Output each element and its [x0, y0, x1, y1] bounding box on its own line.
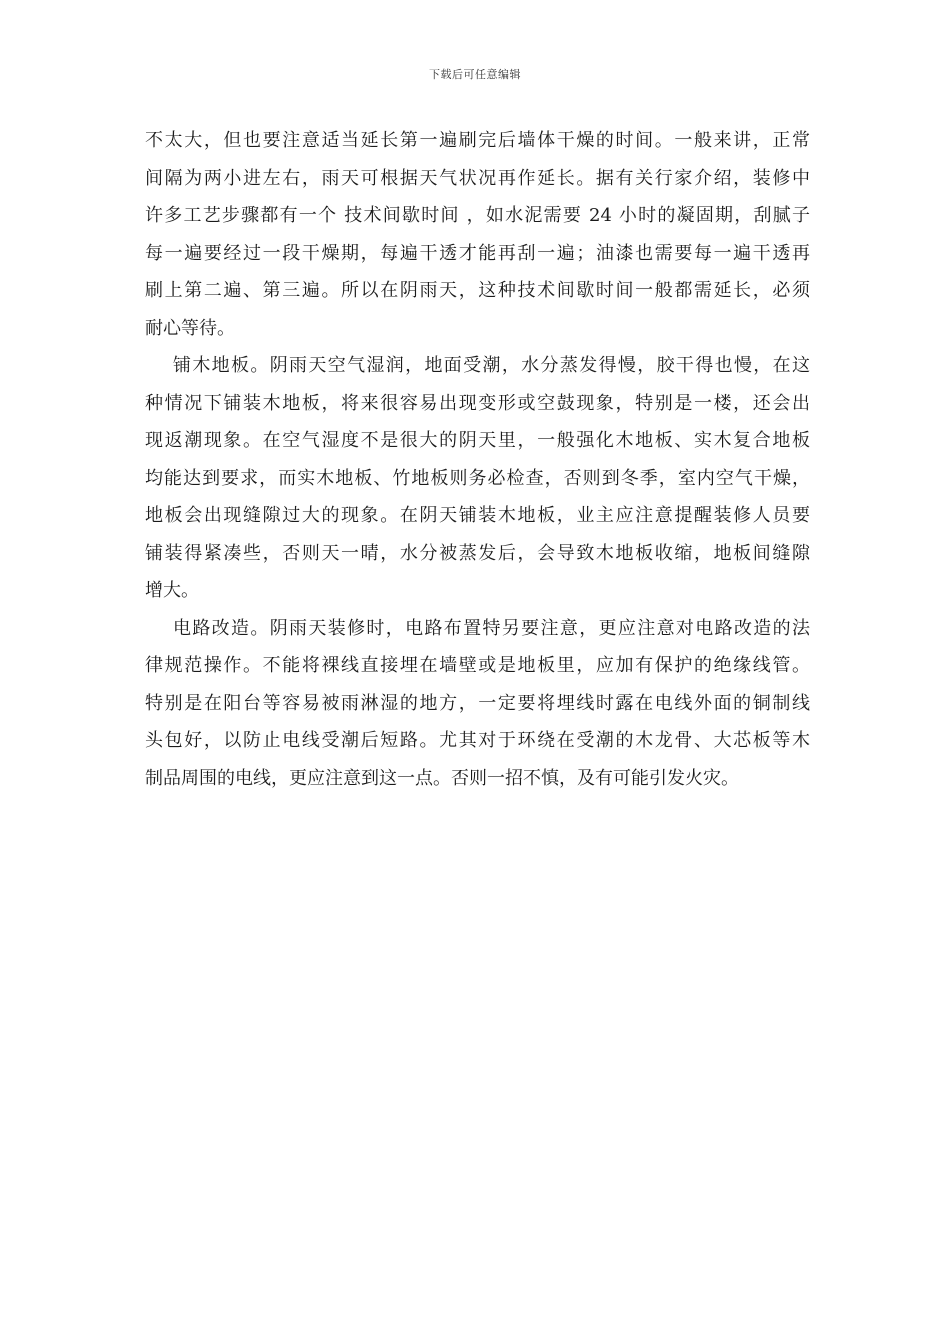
text-line: 每一遍要经过一段干燥期，每遍干透才能再刮一遍；油漆也需要每一遍干透再 — [145, 242, 810, 264]
text-line: 制品周围的电线，更应注意到这一点。否则一招不慎，及有可能引发火灾。 — [145, 767, 739, 789]
text-line: 铺木地板。阴雨天空气湿润，地面受潮，水分蒸发得慢，胶干得也慢，在这 — [173, 355, 810, 376]
paragraph-wood-floor — [145, 347, 810, 610]
text-line: 种情况下铺装木地板，将来很容易出现变形或空鼓现象，特别是一楼，还会出 — [145, 392, 810, 414]
text-line: 地板会出现缝隙过大的现象。在阴天铺装木地板，业主应注意提醒装修人员要 — [145, 505, 810, 526]
page-header: 下载后可任意编辑 — [429, 68, 521, 81]
text-line: 铺装得紧凑些，否则天一晴，水分被蒸发后，会导致木地板收缩，地板间缝隙 — [145, 542, 810, 564]
text-line: 电路改造。阴雨天装修时，电路布置特另要注意，更应注意对电路改造的法 — [173, 617, 810, 639]
text-line: 特别是在阳台等容易被雨淋湿的地方，一定要将埋线时露在电线外面的铜制线 — [145, 692, 810, 714]
text-line: 均能达到要求，而实木地板、竹地板则务必检查，否则到冬季，室内空气干燥， — [145, 467, 810, 489]
paragraph-circuit — [145, 610, 810, 798]
text-line: 间隔为两小进左右，雨天可根据天气状况再作延长。据有关行家介绍，装修中 — [145, 167, 810, 189]
paragraph-curing-time — [145, 122, 810, 347]
document-body — [145, 122, 810, 797]
text-line: 不太大，但也要注意适当延长第一遍刷完后墙体干燥的时间。一般来讲，正常 — [145, 130, 810, 151]
text-line: 耐心等待。 — [145, 317, 235, 339]
text-line: 刷上第二遍、第三遍。所以在阴雨天，这种技术间歇时间一般都需延长，必须 — [145, 280, 810, 301]
text-line: 现返潮现象。在空气湿度不是很大的阴天里，一般强化木地板、实木复合地板 — [145, 430, 810, 451]
text-line: 许多工艺步骤都有一个 技术间歇时间 ，如水泥需要 24 小时的凝固期，刮腻子 — [145, 205, 810, 226]
text-line: 增大。 — [145, 580, 199, 601]
text-line: 头包好，以防止电线受潮后短路。尤其对于环绕在受潮的木龙骨、大芯板等木 — [145, 730, 810, 751]
text-line: 律规范操作。不能将裸线直接埋在墙壁或是地板里，应加有保护的绝缘线管。 — [145, 655, 810, 676]
